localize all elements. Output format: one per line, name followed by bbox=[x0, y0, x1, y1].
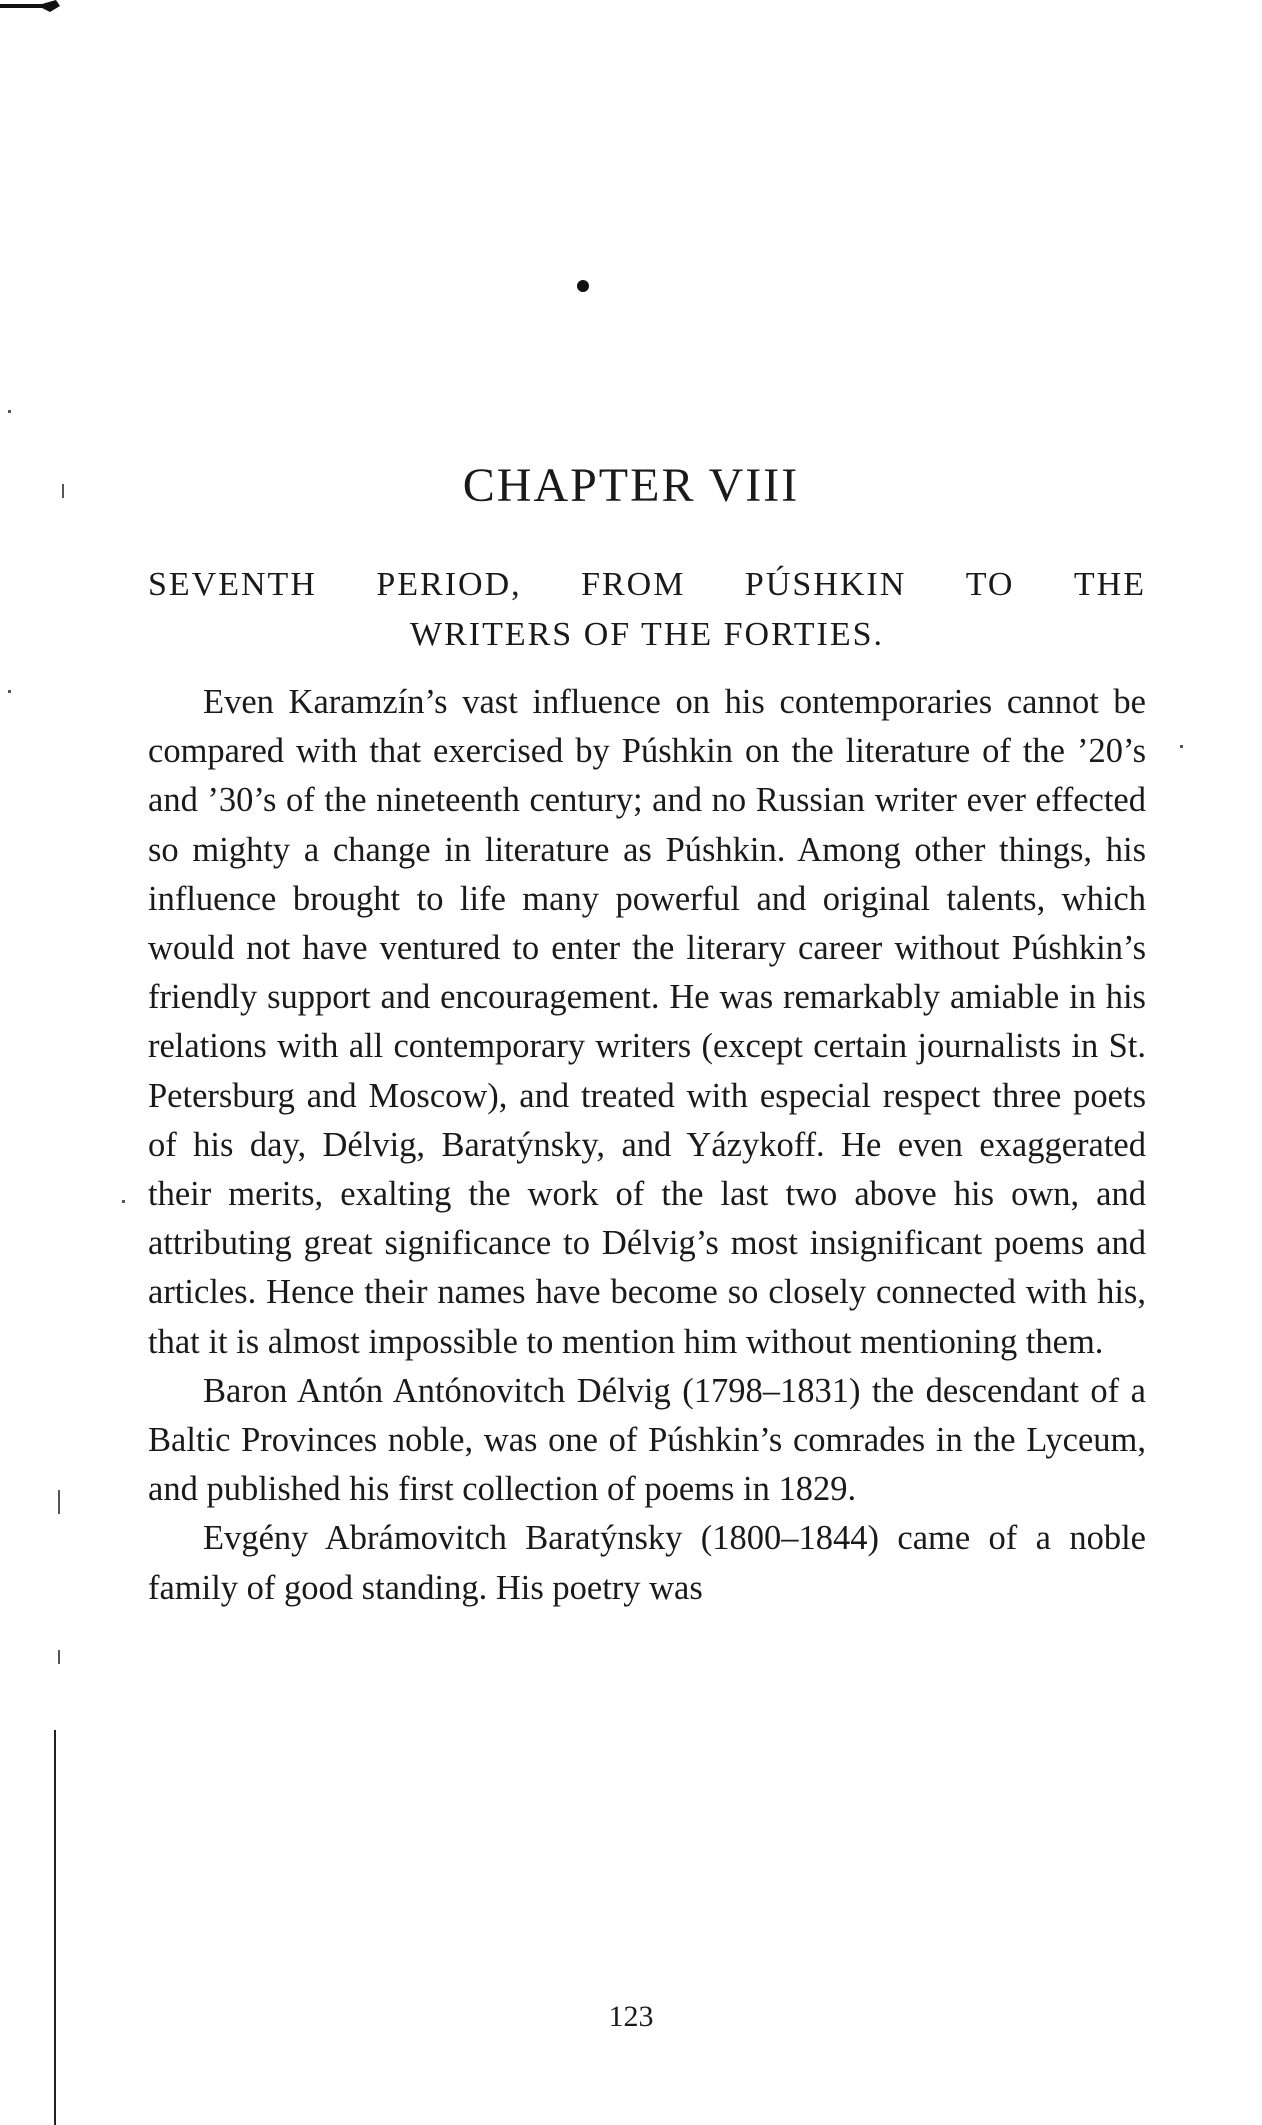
speck bbox=[1180, 745, 1183, 748]
speck bbox=[58, 1490, 60, 1514]
subtitle-line-1 bbox=[148, 560, 1146, 610]
subtitle-word: TO bbox=[965, 566, 1015, 603]
ornament-dot bbox=[577, 280, 589, 292]
subtitle-word: SEVENTH bbox=[148, 566, 317, 603]
subtitle-line-2: WRITERS OF THE FORTIES. bbox=[409, 616, 885, 653]
body-text bbox=[148, 678, 1146, 1613]
subtitle-word: THE bbox=[1073, 566, 1146, 603]
paragraph: Evgény Abrámovitch Baratýnsky (1800–1844) came of a noble family of good standing. His poetry was bbox=[148, 1519, 1146, 1607]
margin-line bbox=[54, 1730, 56, 2125]
chapter-subtitle bbox=[148, 560, 1146, 660]
speck bbox=[122, 1200, 125, 1203]
speck bbox=[58, 1650, 60, 1664]
page-number: 123 bbox=[608, 2000, 654, 2033]
speck bbox=[8, 690, 11, 693]
chapter-title: CHAPTER VIII bbox=[462, 459, 800, 512]
paragraph: Baron Antón Antónovitch Délvig (1798–1831) the descendant of a Baltic Provinces noble, was one of Púshkin’s comrades in the Lyceum, and published his first collection of poems in 1829. bbox=[148, 1371, 1146, 1509]
speck bbox=[8, 410, 11, 413]
subtitle-word: FROM bbox=[581, 566, 686, 603]
subtitle-word: PÚSHKIN bbox=[744, 566, 907, 603]
subtitle-word: PERIOD, bbox=[376, 566, 522, 603]
paragraph: Even Karamzín’s vast influence on his contemporaries cannot be compared with that exercised by Púshkin on the literature of the ’20’s and ’30’s of the nineteenth century; and no Russian writer ever effected so mighty a change in literature as Púshkin. Among other things, his influence brought to life many powerful and original talents, which would not have ventured to enter the literary career without Púshkin’s friendly support and encouragement. He was remarkably amiable in his relations with all contemporary writers (except certain journalists in St. Petersburg and Moscow), and treated with especial respect three poets of his day, Délvig, Baratýnsky, and Yázykoff. He even exaggerated their merits, exalting the work of the last two above his own, and attributing great significance to Délvig’s most insignificant poems and articles. Hence their names have become so closely connected with his, that it is almost impossible to mention him without mentioning them. bbox=[148, 683, 1146, 1361]
corner-mark bbox=[0, 0, 70, 14]
